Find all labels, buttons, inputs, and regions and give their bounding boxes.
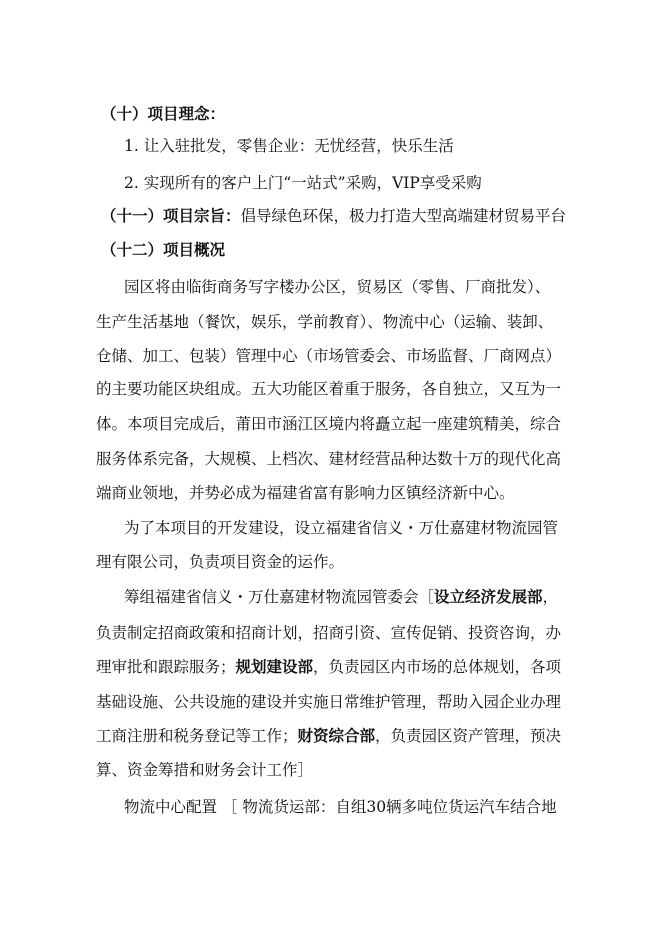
company-line: 为了本项目的开发建设，设立福建省信义・万仕嘉建材物流园管: [124, 519, 559, 537]
dept-economic-development: 设立经济发展部: [434, 587, 543, 606]
overview-line: 生产生活基地（餐饮，娱乐，学前教育）、物流中心（运输、装卸、: [96, 313, 554, 331]
committee-line-3: [96, 657, 561, 677]
overview-line: 端商业领地，并势必成为福建省富有影响力区镇经济新中心。: [96, 484, 515, 502]
committee-line-4: 基础设施、公共设施的建设并实施日常维护管理，帮助入园企业办理: [96, 693, 562, 711]
committee-text: ，负责园区资产管理，预决: [375, 727, 562, 745]
committee-line-6: 算、资金筹措和财务会计工作］: [96, 761, 314, 779]
section-11-line: [101, 206, 566, 226]
section-11-text: 倡导绿色环保，极力打造大型高端建材贸易平台: [240, 207, 567, 225]
idea-item-2: 2. 实现所有的客户上门“一站式”采购，VIP享受采购: [124, 174, 482, 192]
section-heading-11: （十一）项目宗旨：: [101, 206, 241, 225]
overview-line: 的主要功能区块组成。五大功能区着重于服务，各自独立，又互为一: [96, 380, 562, 398]
committee-text: 理审批和跟踪服务；: [96, 658, 236, 676]
company-line: 理有限公司，负责项目资金的运作。: [96, 553, 345, 571]
committee-text: ，负责园区内市场的总体规划，各项: [313, 658, 562, 676]
idea-item-1: 1. 让入驻批发，零售企业：无忧经营，快乐生活: [124, 137, 454, 155]
section-heading-10: （十）项目理念：: [101, 104, 226, 123]
overview-line: 仓储、加工、包装）管理中心（市场管委会、市场监督、厂商网点）: [96, 347, 562, 365]
logistics-line: 物流中心配置 ［ 物流货运部：自组30辆多吨位货运汽车结合地: [124, 798, 557, 816]
committee-text: 工商注册和税务登记等工作；: [96, 727, 298, 745]
committee-text: 筹组福建省信义・万仕嘉建材物流园管委会［: [124, 588, 435, 606]
committee-line-1: [124, 587, 558, 607]
dept-finance: 财资综合部: [297, 726, 376, 745]
overview-line: 体。本项目完成后，莆田市涵江区境内将矗立起一座建筑精美，综合: [96, 415, 562, 433]
dept-planning-construction: 规划建设部: [235, 657, 314, 676]
committee-text: ，: [542, 588, 559, 606]
committee-line-5: [96, 726, 561, 746]
overview-line: 园区将由临街商务写字楼办公区，贸易区（零售、厂商批发）、: [124, 278, 551, 296]
section-heading-12: （十二）项目概况: [101, 240, 226, 259]
overview-line: 服务体系完备，大规模、上档次、建材经营品种达数十万的现代化高: [96, 450, 562, 468]
committee-line-2: 负责制定招商政策和招商计划，招商引资、宣传促销、投资咨询，办: [96, 624, 562, 642]
